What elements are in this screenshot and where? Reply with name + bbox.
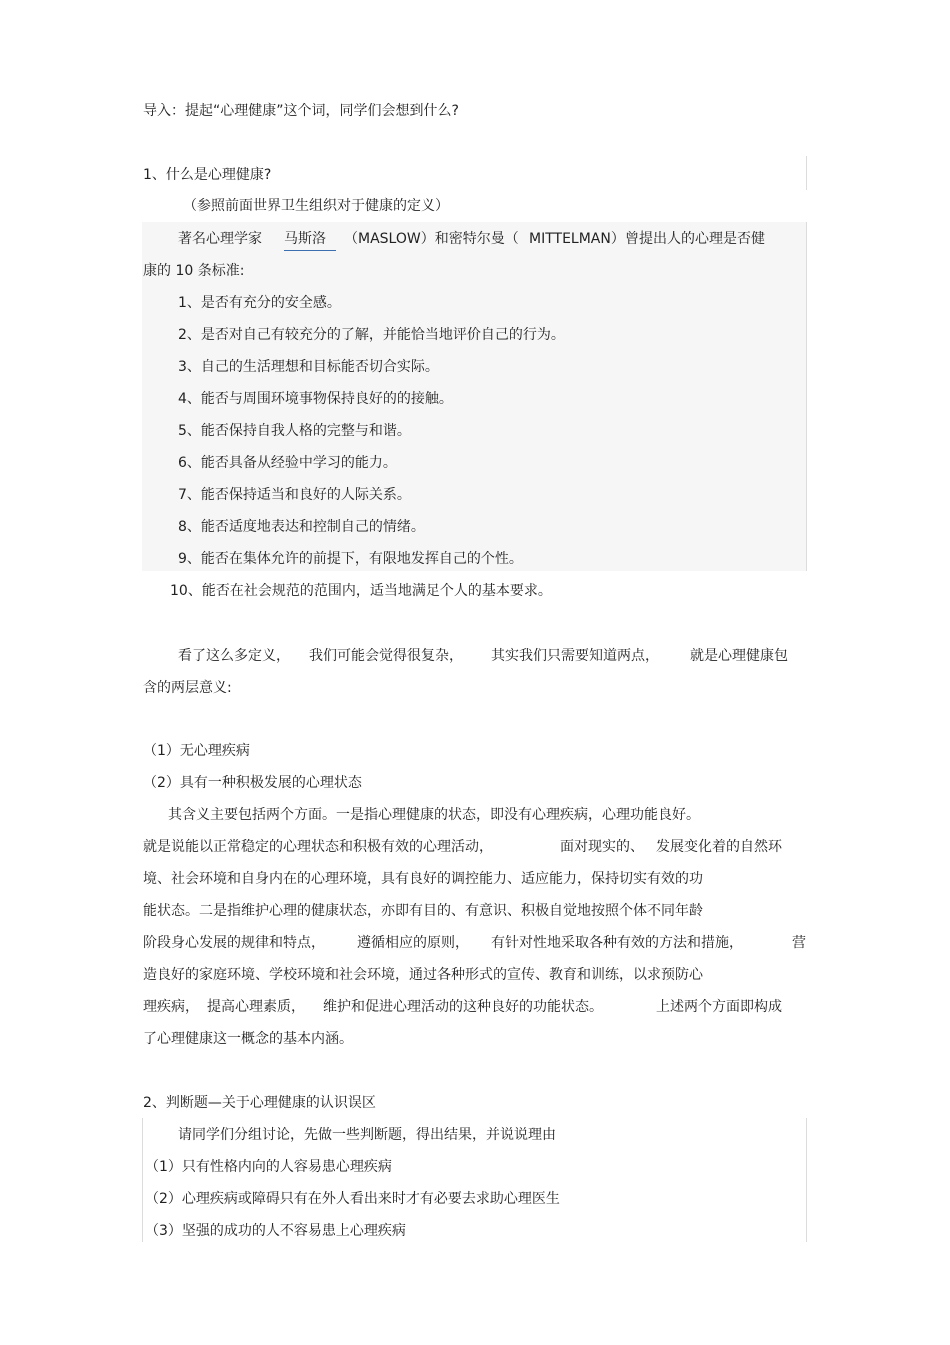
standard-item: 10、能否在社会规范的范围内，适当地满足个人的基本要求。 xyxy=(170,583,552,599)
judgement-item: （1）只有性格内向的人容易患心理疾病 xyxy=(145,1159,392,1175)
section1-note: （参照前面世界卫生组织对于健康的定义） xyxy=(183,198,449,214)
section2-heading: 2、判断题—关于心理健康的认识误区 xyxy=(143,1095,376,1111)
standard-item: 1、是否有充分的安全感。 xyxy=(178,295,341,311)
section2-instruction: 请同学们分组讨论，先做一些判断题，得出结果，并说说理由 xyxy=(178,1127,556,1143)
judgement-item: （2）心理疾病或障碍只有在外人看出来时才有必要去求助心理医生 xyxy=(145,1191,560,1207)
para-line-1: 其含义主要包括两个方面。一是指心理健康的状态，即没有心理疾病，心理功能良好。 xyxy=(168,807,700,823)
maslow-line-middle: （MASLOW）和密特尔曼（ xyxy=(344,231,519,247)
standard-item: 4、能否与周围环境事物保持良好的的接触。 xyxy=(178,391,453,407)
standard-item: 7、能否保持适当和良好的人际关系。 xyxy=(178,487,411,503)
para-line-8: 了心理健康这一概念的基本内涵。 xyxy=(143,1031,353,1047)
para-line-3: 境、社会环境和自身内在的心理环境，具有良好的调控能力、适应能力，保持切实有效的功 xyxy=(143,871,703,887)
para-line-7a: 理疾病， xyxy=(143,999,199,1015)
para-line-5b: 遵循相应的原则， xyxy=(357,935,469,951)
standard-item: 8、能否适度地表达和控制自己的情绪。 xyxy=(178,519,425,535)
section1-right-rule xyxy=(806,156,807,190)
para-line-5c: 有针对性地采取各种有效的方法和措施， xyxy=(491,935,743,951)
maslow-name-link[interactable]: 马斯洛 xyxy=(284,229,336,251)
section1-heading: 1、什么是心理健康? xyxy=(143,167,272,183)
para-line-7d: 上述两个方面即构成 xyxy=(656,999,782,1015)
para-line-5d: 营 xyxy=(792,935,806,951)
para-line-7c: 维护和促进心理活动的这种良好的功能状态。 xyxy=(323,999,603,1015)
section2-left-rule xyxy=(142,1118,143,1242)
maslow-mittelman: MITTELMAN） xyxy=(529,231,625,247)
para-line-2c: 发展变化着的自然环 xyxy=(656,839,782,855)
maslow-line-prefix: 著名心理学家 xyxy=(178,231,262,247)
para-line-2a: 就是说能以正常稳定的心理状态和积极有效的心理活动， xyxy=(143,839,493,855)
standard-item: 6、能否具备从经验中学习的能力。 xyxy=(178,455,397,471)
standard-item: 5、能否保持自我人格的完整与和谐。 xyxy=(178,423,411,439)
standard-item: 3、自己的生活理想和目标能否切合实际。 xyxy=(178,359,439,375)
para-line-5a: 阶段身心发展的规律和特点， xyxy=(143,935,325,951)
summary-part-c: 其实我们只需要知道两点， xyxy=(491,648,659,664)
summary-part-d: 就是心理健康包 xyxy=(690,648,788,664)
intro-question: 导入：提起“心理健康”这个词，同学们会想到什么? xyxy=(143,103,459,119)
para-line-7b: 提高心理素质， xyxy=(207,999,305,1015)
standard-item: 9、能否在集体允许的前提下，有限地发挥自己的个性。 xyxy=(178,551,523,567)
judgement-item: （3）坚强的成功的人不容易患上心理疾病 xyxy=(145,1223,406,1239)
summary-part-b: 我们可能会觉得很复杂， xyxy=(309,648,463,664)
standard-item: 2、是否对自己有较充分的了解，并能恰当地评价自己的行为。 xyxy=(178,327,565,343)
summary-part-a: 看了这么多定义， xyxy=(178,648,290,664)
meaning-item: （2）具有一种积极发展的心理状态 xyxy=(143,775,362,791)
maslow-line-suffix: 曾提出人的心理是否健 xyxy=(625,231,765,247)
maslow-line-2: 康的 10 条标准: xyxy=(143,263,245,279)
meaning-item: （1）无心理疾病 xyxy=(143,743,250,759)
para-line-4: 能状态。二是指维护心理的健康状态，亦即有目的、有意识、积极自觉地按照个体不同年龄 xyxy=(143,903,703,919)
para-line-2b: 面对现实的、 xyxy=(560,839,644,855)
summary-line-2: 含的两层意义: xyxy=(143,680,232,696)
section2-right-rule xyxy=(806,1118,807,1242)
para-line-6: 造良好的家庭环境、学校环境和社会环境，通过各种形式的宣传、教育和训练，以求预防心 xyxy=(143,967,703,983)
